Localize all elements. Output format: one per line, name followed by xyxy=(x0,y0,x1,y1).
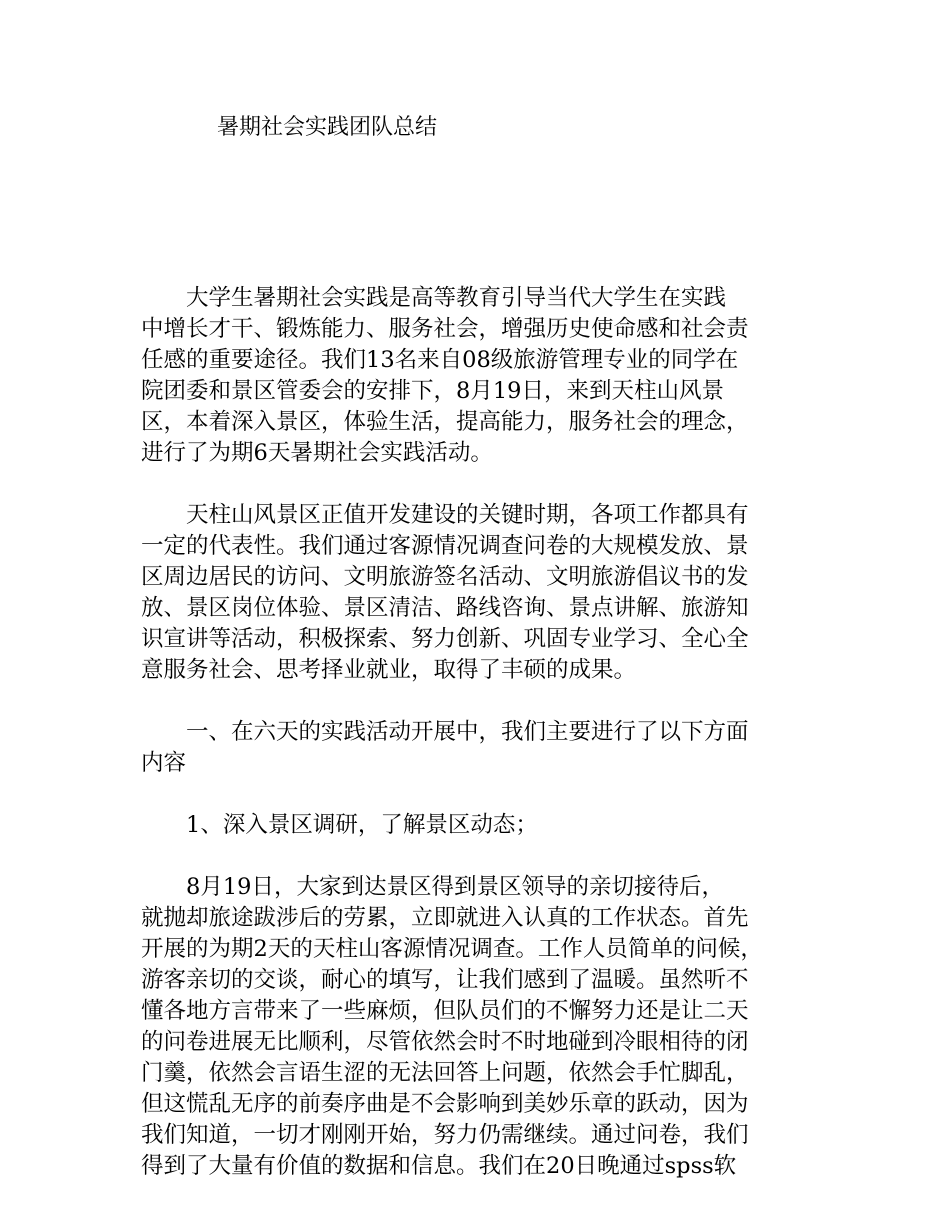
paragraph-spacer xyxy=(141,841,831,872)
text-line: 中增长才干、锻炼能力、服务社会，增强历史使命感和社会责 xyxy=(141,316,749,342)
text-line: 一定的代表性。我们通过客源情况调查问卷的大规模发放、景 xyxy=(141,533,749,559)
document-title: 暑期社会实践团队总结 xyxy=(217,115,438,140)
paragraph-spacer xyxy=(141,686,831,717)
text-line: 但这慌乱无序的前奏序曲是不会影响到美妙乐章的跃动，因为 xyxy=(141,1091,749,1117)
paragraph-survey xyxy=(141,872,831,1182)
paragraph-spacer xyxy=(141,779,831,810)
text-line: 天柱山风景区正值开发建设的关键时期，各项工作都具有 xyxy=(141,502,749,528)
text-line: 进行了为期6天暑期社会实践活动。 xyxy=(141,440,493,466)
text-line: 游客亲切的交谈，耐心的填写，让我们感到了温暖。虽然听不 xyxy=(141,967,749,993)
text-line: 1、深入景区调研，了解景区动态； xyxy=(141,812,538,838)
paragraph-background xyxy=(141,500,831,686)
text-line: 放、景区岗位体验、景区清洁、路线咨询、景点讲解、旅游知 xyxy=(141,595,749,621)
text-line: 一、在六天的实践活动开展中，我们主要进行了以下方面 xyxy=(141,719,749,745)
text-line: 我们知道，一切才刚刚开始，努力仍需继续。通过问卷，我们 xyxy=(141,1122,749,1148)
text-line: 门羹，依然会言语生涩的无法回答上问题，依然会手忙脚乱， xyxy=(141,1060,749,1086)
text-line: 就抛却旅途跋涉后的劳累，立即就进入认真的工作状态。首先 xyxy=(141,905,749,931)
paragraph-intro xyxy=(141,283,831,469)
subsection-heading-1 xyxy=(141,810,831,841)
text-line: 懂各地方言带来了一些麻烦，但队员们的不懈努力还是让二天 xyxy=(141,998,749,1024)
text-line: 内容 xyxy=(141,750,187,776)
text-line: 的问卷进展无比顺利，尽管依然会时不时地碰到冷眼相待的闭 xyxy=(141,1029,749,1055)
text-line: 任感的重要途径。我们13名来自08级旅游管理专业的同学在 xyxy=(141,347,739,373)
paragraph-spacer xyxy=(141,469,831,500)
text-line: 大学生暑期社会实践是高等教育引导当代大学生在实践 xyxy=(141,285,727,311)
text-line: 开展的为期2天的天柱山客源情况调查。工作人员简单的问候， xyxy=(141,936,763,962)
section-heading-1 xyxy=(141,717,831,779)
text-line: 院团委和景区管委会的安排下，8月19日，来到天柱山风景 xyxy=(141,378,724,404)
document-body xyxy=(141,283,831,1182)
text-line: 区周边居民的访问、文明旅游签名活动、文明旅游倡议书的发 xyxy=(141,564,749,590)
text-line: 意服务社会、思考择业就业，取得了丰硕的成果。 xyxy=(141,657,637,683)
text-line: 8月19日，大家到达景区得到景区领导的亲切接待后， xyxy=(141,874,724,900)
text-line: 区，本着深入景区，体验生活，提高能力，服务社会的理念， xyxy=(141,409,749,435)
text-line: 得到了大量有价值的数据和信息。我们在20日晚通过spss软 xyxy=(141,1153,737,1179)
text-line: 识宣讲等活动，积极探索、努力创新、巩固专业学习、全心全 xyxy=(141,626,749,652)
